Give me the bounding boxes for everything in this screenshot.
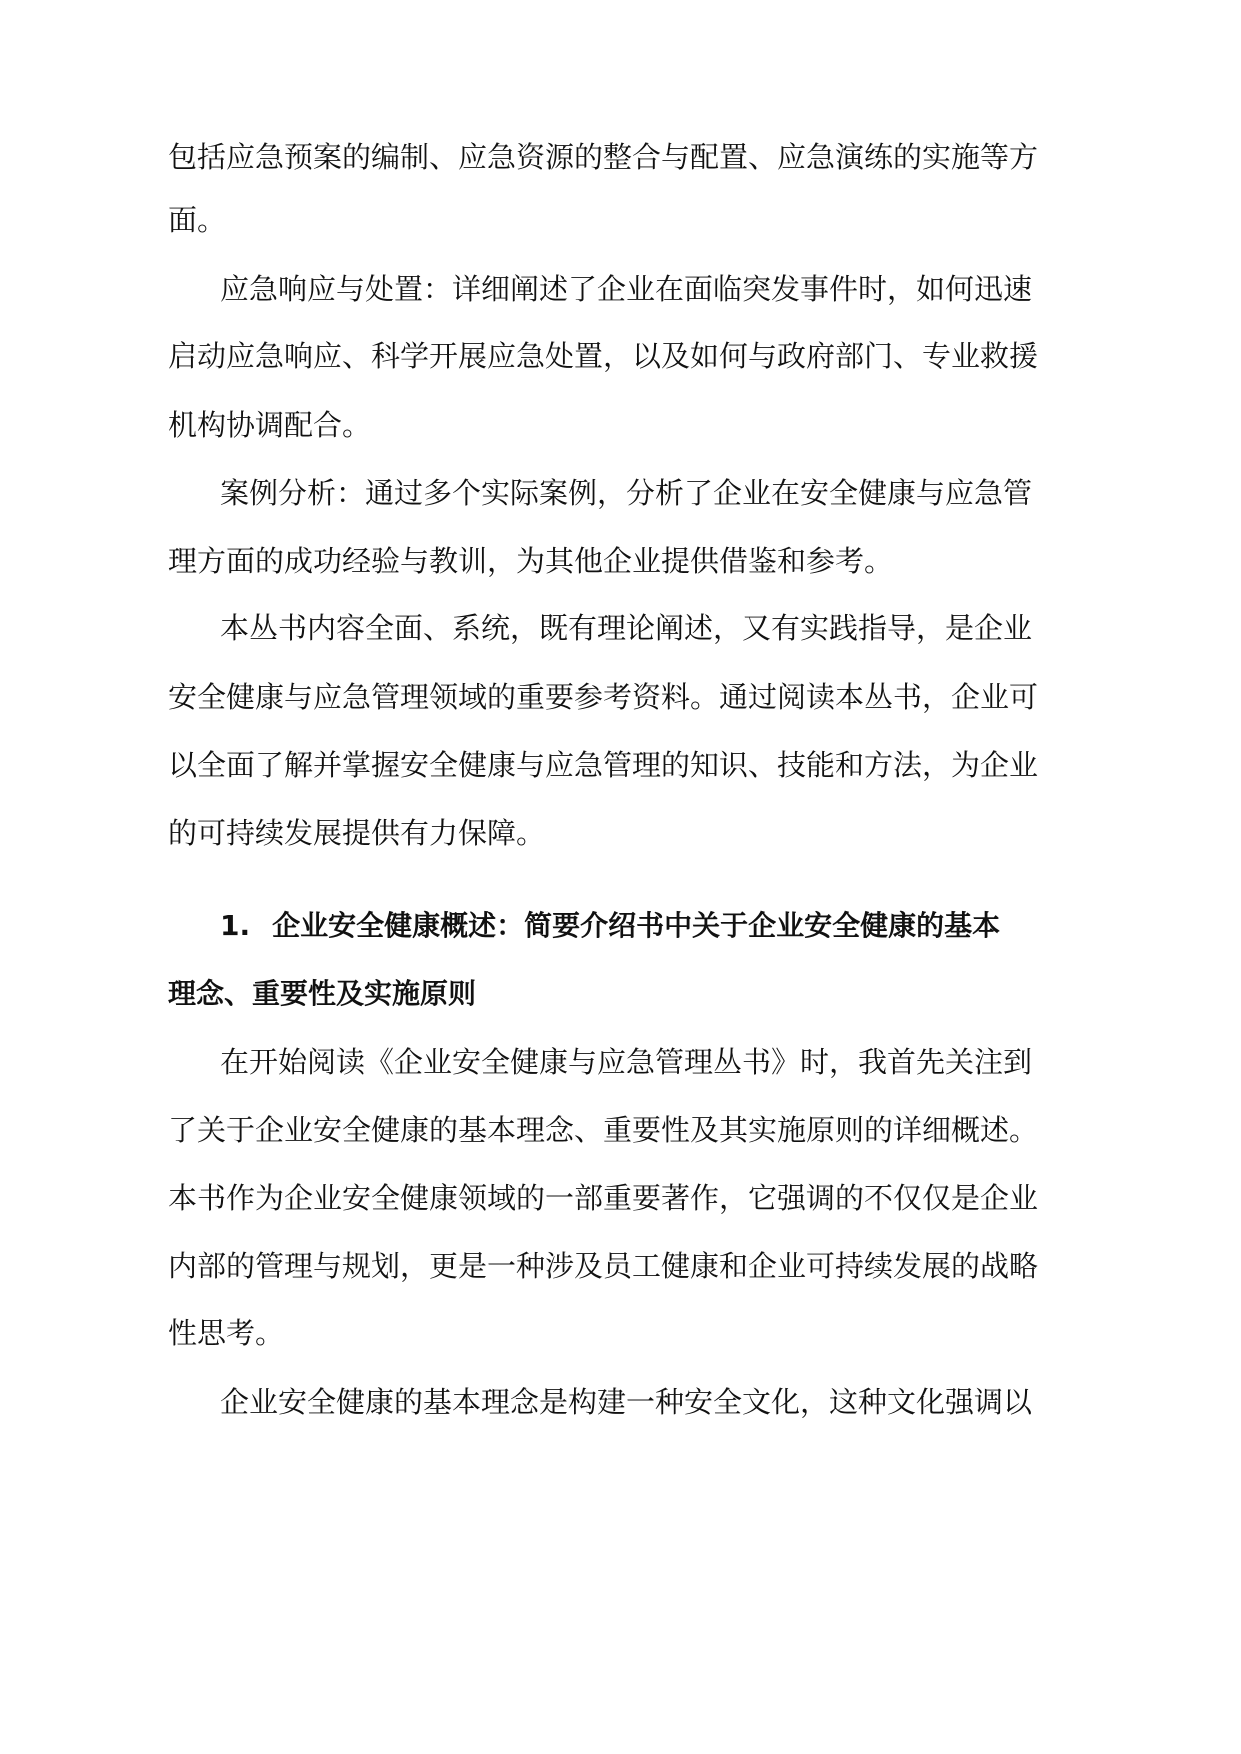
heading-text: 企业安全健康概述：简要介绍书中关于企业安全健康的基本 [272, 909, 1001, 942]
text-line: 本丛书内容全面、系统，既有理论阐述，又有实践指导，是企业 [220, 611, 1033, 645]
text-line: 包括应急预案的编制、应急资源的整合与配置、应急演练的实施等方 [168, 140, 1039, 174]
heading-number: 1. [220, 909, 251, 942]
text-line: 案例分析：通过多个实际案例，分析了企业在安全健康与应急管 [220, 476, 1033, 510]
text-line: 的可持续发展提供有力保障。 [168, 816, 546, 850]
text-line: 启动应急响应、科学开展应急处置，以及如何与政府部门、专业救援 [168, 339, 1039, 373]
text-line: 安全健康与应急管理领域的重要参考资料。通过阅读本丛书，企业可 [168, 680, 1039, 714]
text-line: 应急响应与处置：详细阐述了企业在面临突发事件时，如何迅速 [220, 272, 1033, 306]
text-line: 面。 [168, 203, 227, 237]
text-line: 理方面的成功经验与教训，为其他企业提供借鉴和参考。 [168, 544, 894, 578]
text-line: 以全面了解并掌握安全健康与应急管理的知识、技能和方法，为企业 [168, 748, 1039, 782]
text-line: 机构协调配合。 [168, 408, 372, 442]
text-line: 性思考。 [168, 1316, 285, 1350]
text-line: 企业安全健康的基本理念是构建一种安全文化，这种文化强调以 [220, 1385, 1033, 1419]
text-line: 本书作为企业安全健康领域的一部重要著作，它强调的不仅仅是企业 [168, 1181, 1039, 1215]
text-line: 内部的管理与规划，更是一种涉及员工健康和企业可持续发展的战略 [168, 1249, 1039, 1283]
section-heading-continuation: 理念、重要性及实施原则 [168, 977, 477, 1010]
text-line: 了关于企业安全健康的基本理念、重要性及其实施原则的详细概述。 [168, 1113, 1039, 1147]
text-line: 在开始阅读《企业安全健康与应急管理丛书》时，我首先关注到 [220, 1045, 1033, 1079]
section-heading [0, 906, 1241, 946]
